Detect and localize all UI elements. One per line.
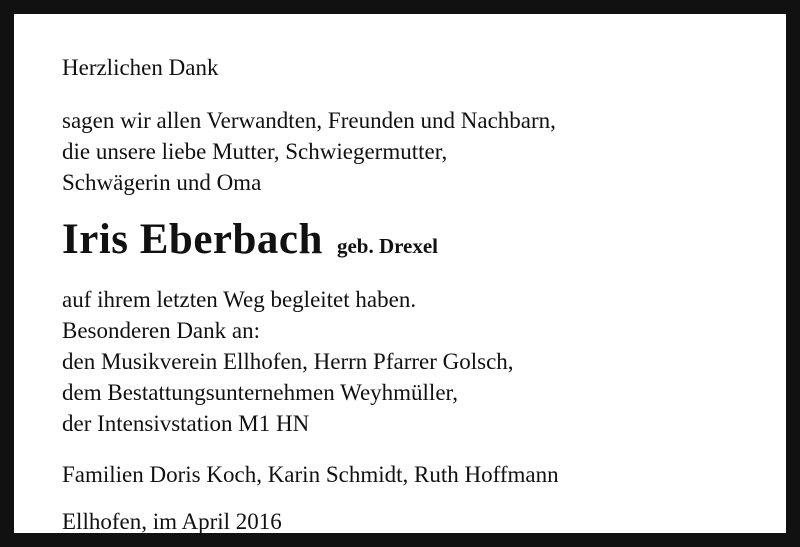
body-line-4: dem Bestattungsunternehmen Weyhmüller, — [62, 380, 459, 405]
intro-line-1: sagen wir allen Verwandten, Freunden und Nachbarn, — [62, 108, 556, 133]
body-line-1: auf ihrem letzten Weg begleitet haben. — [62, 287, 417, 312]
intro-paragraph — [62, 105, 738, 198]
place-date-line: Ellhofen, im April 2016 — [62, 509, 282, 534]
body-line-3: den Musikverein Ellhofen, Herrn Pfarrer Golsch, — [62, 349, 514, 374]
thanks-heading: Herzlichen Dank — [62, 55, 219, 80]
deceased-name: Iris Eberbach — [62, 216, 323, 263]
deceased-name-row — [62, 216, 738, 264]
body-line-2: Besonderen Dank an: — [62, 318, 260, 343]
body-paragraph — [62, 284, 738, 439]
body-line-5: der Intensivstation M1 HN — [62, 411, 310, 436]
intro-line-3: Schwägerin und Oma — [62, 170, 262, 195]
families-line: Familien Doris Koch, Karin Schmidt, Ruth Hoffmann — [62, 462, 559, 487]
deceased-maiden-name: geb. Drexel — [336, 234, 439, 258]
notice-content — [14, 14, 786, 533]
intro-line-2: die unsere liebe Mutter, Schwiegermutter, — [62, 139, 448, 164]
